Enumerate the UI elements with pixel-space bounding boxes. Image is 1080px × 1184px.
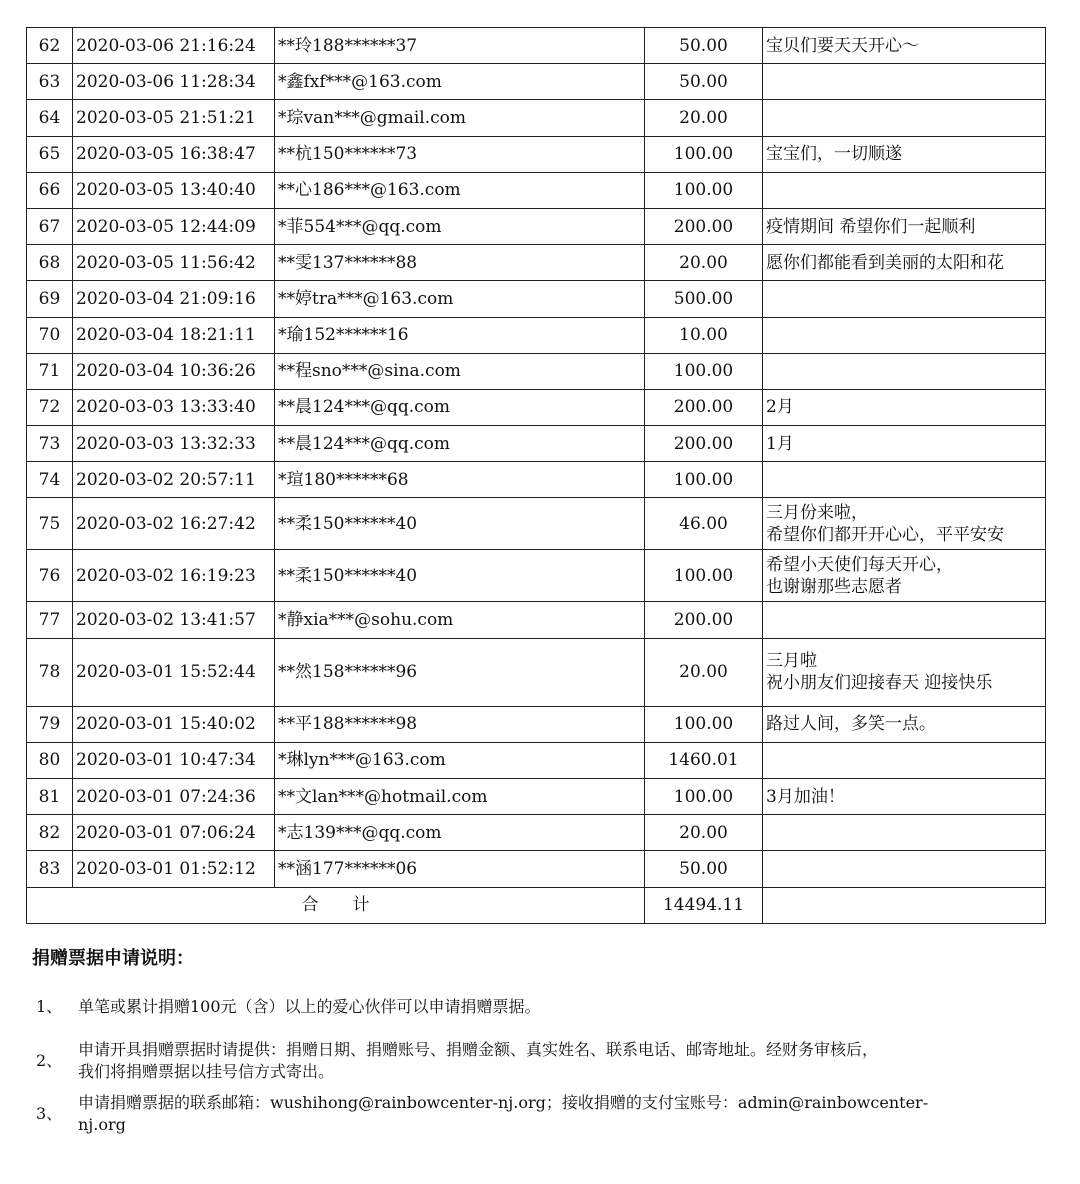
row-number: 62: [27, 28, 73, 64]
donation-amount: 100.00: [645, 353, 763, 389]
donor-account: *瑄180******68: [275, 462, 645, 498]
table-row: [27, 389, 1046, 425]
donation-time: 2020-03-01 07:06:24: [73, 815, 275, 851]
donor-message: 愿你们都能看到美丽的太阳和花: [763, 245, 1046, 281]
donation-table-body: [27, 28, 1046, 888]
donation-amount: 100.00: [645, 550, 763, 602]
row-number: 83: [27, 851, 73, 887]
donation-time: 2020-03-06 21:16:24: [73, 28, 275, 64]
table-row: [27, 742, 1046, 778]
donation-time: 2020-03-02 16:27:42: [73, 498, 275, 550]
donation-amount: 100.00: [645, 779, 763, 815]
table-row: [27, 851, 1046, 887]
note-number: 2、: [36, 1051, 63, 1070]
row-number: 71: [27, 353, 73, 389]
row-number: 74: [27, 462, 73, 498]
donor-account: **程sno***@sina.com: [275, 353, 645, 389]
donation-time: 2020-03-01 15:52:44: [73, 638, 275, 706]
donation-time: 2020-03-03 13:33:40: [73, 389, 275, 425]
donation-time: 2020-03-05 16:38:47: [73, 136, 275, 172]
donor-account: *鑫fxf***@163.com: [275, 64, 645, 100]
donation-amount: 20.00: [645, 638, 763, 706]
donor-message: 1月: [763, 426, 1046, 462]
donation-amount: 50.00: [645, 851, 763, 887]
note-number: 1、: [36, 997, 63, 1016]
donation-amount: 200.00: [645, 602, 763, 638]
table-row: [27, 498, 1046, 550]
donor-account: **心186***@163.com: [275, 172, 645, 208]
row-number: 82: [27, 815, 73, 851]
row-number: 79: [27, 706, 73, 742]
donor-account: **杭150******73: [275, 136, 645, 172]
donation-amount: 100.00: [645, 172, 763, 208]
donor-message: [763, 353, 1046, 389]
donation-time: 2020-03-02 16:19:23: [73, 550, 275, 602]
table-row: [27, 281, 1046, 317]
row-number: 72: [27, 389, 73, 425]
donation-time: 2020-03-01 07:24:36: [73, 779, 275, 815]
donor-message: 宝宝们，一切顺遂: [763, 136, 1046, 172]
table-row: [27, 815, 1046, 851]
donor-message: [763, 172, 1046, 208]
table-row: [27, 638, 1046, 706]
table-row: [27, 602, 1046, 638]
donor-message: [763, 851, 1046, 887]
donation-amount: 50.00: [645, 64, 763, 100]
row-number: 63: [27, 64, 73, 100]
table-row: [27, 462, 1046, 498]
table-row: [27, 245, 1046, 281]
donor-message: 希望小天使们每天开心， 也谢谢那些志愿者: [763, 550, 1046, 602]
row-number: 77: [27, 602, 73, 638]
note-text: 单笔或累计捐赠100元（含）以上的爱心伙伴可以申请捐赠票据。: [78, 997, 541, 1016]
row-number: 75: [27, 498, 73, 550]
donation-amount: 200.00: [645, 389, 763, 425]
row-number: 73: [27, 426, 73, 462]
row-number: 81: [27, 779, 73, 815]
donation-amount: 100.00: [645, 706, 763, 742]
donation-time: 2020-03-01 15:40:02: [73, 706, 275, 742]
donor-account: **柔150******40: [275, 498, 645, 550]
donor-account: **柔150******40: [275, 550, 645, 602]
donation-time: 2020-03-01 01:52:12: [73, 851, 275, 887]
donation-amount: 20.00: [645, 100, 763, 136]
row-number: 70: [27, 317, 73, 353]
donor-account: **婷tra***@163.com: [275, 281, 645, 317]
row-number: 67: [27, 208, 73, 244]
donation-time: 2020-03-06 11:28:34: [73, 64, 275, 100]
table-row: [27, 353, 1046, 389]
donor-account: *菲554***@qq.com: [275, 208, 645, 244]
donation-amount: 100.00: [645, 136, 763, 172]
donation-amount: 20.00: [645, 815, 763, 851]
donor-message: [763, 100, 1046, 136]
table-row: [27, 64, 1046, 100]
notes-title: 捐赠票据申请说明：: [32, 948, 194, 969]
donor-message: 路过人间，多笑一点。: [763, 706, 1046, 742]
row-number: 80: [27, 742, 73, 778]
table-row: [27, 136, 1046, 172]
table-row: [27, 172, 1046, 208]
donor-account: **涵177******06: [275, 851, 645, 887]
note-text: 申请捐赠票据的联系邮箱：wushihong@rainbowcenter-nj.org；接收捐赠的支付宝账号：admin@rainbowcenter- nj.org: [78, 1093, 929, 1134]
table-row: [27, 779, 1046, 815]
donor-message: 3月加油！: [763, 779, 1046, 815]
donor-account: *志139***@qq.com: [275, 815, 645, 851]
total-label: 合 计: [27, 887, 645, 923]
table-row: [27, 100, 1046, 136]
donor-account: **晨124***@qq.com: [275, 389, 645, 425]
donor-account: *琳lyn***@163.com: [275, 742, 645, 778]
row-number: 69: [27, 281, 73, 317]
donor-account: *瑜152******16: [275, 317, 645, 353]
donor-message: [763, 462, 1046, 498]
row-number: 65: [27, 136, 73, 172]
row-number: 68: [27, 245, 73, 281]
donor-account: **然158******96: [275, 638, 645, 706]
donation-amount: 20.00: [645, 245, 763, 281]
donation-time: 2020-03-04 10:36:26: [73, 353, 275, 389]
donation-time: 2020-03-05 11:56:42: [73, 245, 275, 281]
row-number: 66: [27, 172, 73, 208]
donation-time: 2020-03-01 10:47:34: [73, 742, 275, 778]
row-number: 76: [27, 550, 73, 602]
donor-message: [763, 742, 1046, 778]
donor-account: **雯137******88: [275, 245, 645, 281]
donor-message: [763, 602, 1046, 638]
donation-time: 2020-03-02 20:57:11: [73, 462, 275, 498]
table-row: [27, 706, 1046, 742]
note-text: 申请开具捐赠票据时请提供：捐赠日期、捐赠账号、捐赠金额、真实姓名、联系电话、邮寄地址。经财务审核后， 我们将捐赠票据以挂号信方式寄出。: [78, 1040, 879, 1081]
row-number: 78: [27, 638, 73, 706]
table-row: [27, 208, 1046, 244]
table-row: [27, 550, 1046, 602]
donation-time: 2020-03-05 12:44:09: [73, 208, 275, 244]
total-message-cell: [763, 887, 1046, 923]
donor-message: 三月啦 祝小朋友们迎接春天 迎接快乐: [763, 638, 1046, 706]
donation-table: [26, 27, 1046, 924]
donor-message: [763, 317, 1046, 353]
donor-message: 宝贝们要天天开心～: [763, 28, 1046, 64]
donation-time: 2020-03-03 13:32:33: [73, 426, 275, 462]
donor-account: **平188******98: [275, 706, 645, 742]
table-row: [27, 317, 1046, 353]
donation-time: 2020-03-05 21:51:21: [73, 100, 275, 136]
total-amount: 14494.11: [645, 887, 763, 923]
donation-amount: 500.00: [645, 281, 763, 317]
donor-account: **玲188******37: [275, 28, 645, 64]
donor-account: **文lan***@hotmail.com: [275, 779, 645, 815]
donor-message: [763, 64, 1046, 100]
donation-amount: 200.00: [645, 426, 763, 462]
donation-time: 2020-03-04 21:09:16: [73, 281, 275, 317]
donor-message: 疫情期间 希望你们一起顺利: [763, 208, 1046, 244]
donation-amount: 1460.01: [645, 742, 763, 778]
donor-account: *静xia***@sohu.com: [275, 602, 645, 638]
donation-amount: 46.00: [645, 498, 763, 550]
donor-message: [763, 815, 1046, 851]
donation-amount: 100.00: [645, 462, 763, 498]
donation-amount: 200.00: [645, 208, 763, 244]
donor-account: *琮van***@gmail.com: [275, 100, 645, 136]
donation-time: 2020-03-02 13:41:57: [73, 602, 275, 638]
donor-message: 2月: [763, 389, 1046, 425]
donor-message: 三月份来啦， 希望你们都开开心心，平平安安: [763, 498, 1046, 550]
table-row: [27, 28, 1046, 64]
donor-message: [763, 281, 1046, 317]
donation-time: 2020-03-04 18:21:11: [73, 317, 275, 353]
donation-amount: 50.00: [645, 28, 763, 64]
note-number: 3、: [36, 1104, 63, 1123]
donation-amount: 10.00: [645, 317, 763, 353]
total-row: [27, 887, 1046, 923]
row-number: 64: [27, 100, 73, 136]
donation-time: 2020-03-05 13:40:40: [73, 172, 275, 208]
donor-account: **晨124***@qq.com: [275, 426, 645, 462]
table-row: [27, 426, 1046, 462]
